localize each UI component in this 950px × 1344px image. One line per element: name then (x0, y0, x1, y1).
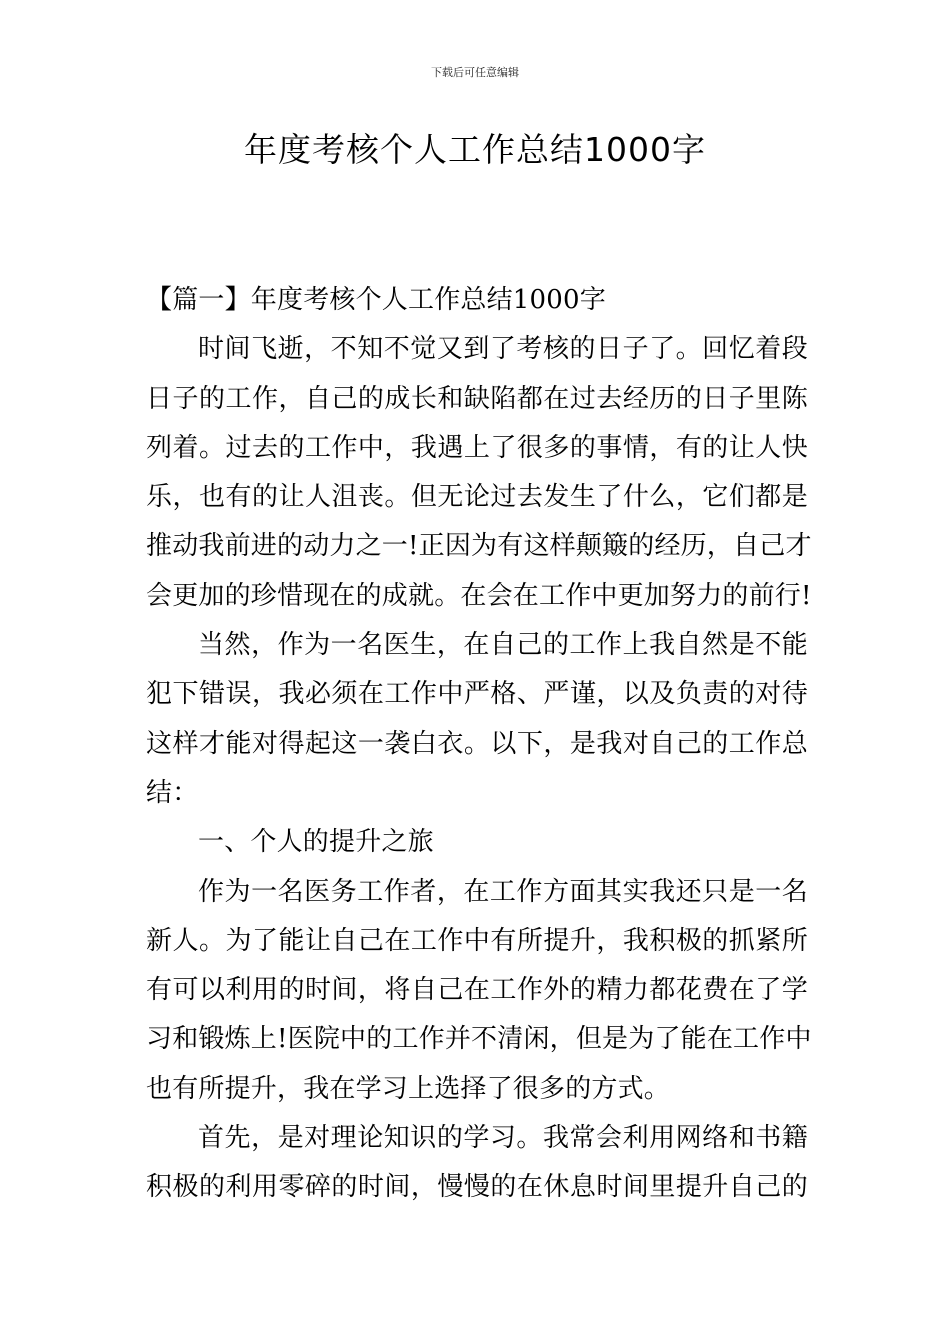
text-line: 首先，是对理论知识的学习。我常会利用网络和书籍 (198, 1123, 808, 1154)
text-line: 会更加的珍惜现在的成就。在会在工作中更加努力的前行! (146, 580, 812, 611)
text-line: 也有所提升，我在学习上选择了很多的方式。 (146, 1073, 671, 1104)
text-line: 时间飞逝，不知不觉又到了考核的日子了。回忆着段 (198, 334, 808, 365)
text-line: 有可以利用的时间，将自己在工作外的精力都花费在了学 (146, 975, 808, 1006)
text-line: 列着。过去的工作中，我遇上了很多的事情，有的让人快 (146, 432, 808, 463)
text-line: 当然，作为一名医生，在自己的工作上我自然是不能 (198, 630, 808, 661)
document-body (146, 276, 812, 1213)
header-note: 下载后可任意编辑 (431, 66, 519, 79)
text-line: 这样才能对得起这一袭白衣。以下，是我对自己的工作总 (146, 728, 808, 759)
text-line: 新人。为了能让自己在工作中有所提升，我积极的抓紧所 (146, 925, 808, 956)
text-line: 作为一名医务工作者，在工作方面其实我还只是一名 (198, 876, 808, 907)
text-line: 【篇一】年度考核个人工作总结1000字 (146, 285, 606, 315)
text-line: 日子的工作，自己的成长和缺陷都在过去经历的日子里陈 (146, 383, 808, 414)
text-line: 一、个人的提升之旅 (198, 827, 434, 858)
document-title: 年度考核个人工作总结1000字 (244, 130, 706, 169)
text-line: 乐，也有的让人沮丧。但无论过去发生了什么，它们都是 (146, 482, 808, 513)
text-line: 结： (146, 777, 199, 808)
text-line: 习和锻炼上!医院中的工作并不清闲，但是为了能在工作中 (146, 1024, 812, 1055)
text-line: 积极的利用零碎的时间，慢慢的在休息时间里提升自己的 (146, 1172, 808, 1203)
text-line: 犯下错误，我必须在工作中严格、严谨，以及负责的对待 (146, 679, 808, 710)
text-line: 推动我前进的动力之一!正因为有这样颠簸的经历，自己才 (146, 531, 812, 562)
